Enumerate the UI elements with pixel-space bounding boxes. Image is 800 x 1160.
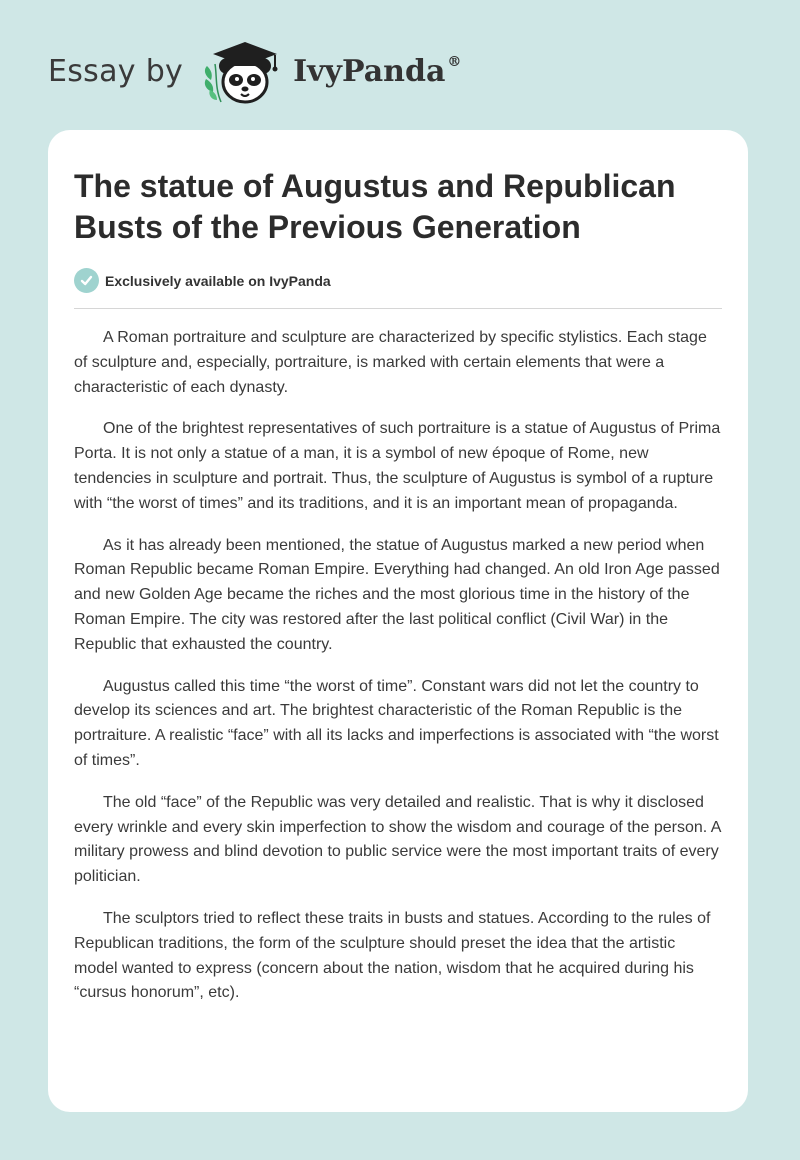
checkmark-icon	[74, 268, 99, 293]
exclusive-badge-label: Exclusively available on IvyPanda	[105, 272, 331, 289]
paragraph: A Roman portraiture and sculpture are characterized by specific stylistics. Each stage of sculpture and, especially, portraiture, is marked with certain elements that were a characteristic of each dynasty.	[74, 329, 707, 396]
paragraph: Augustus called this time “the worst of time”. Constant wars did not let the country to develop its sciences and art. The brightest characteristic of the Roman Republic is the portraiture. A realistic “face” with all its lacks and imperfections is associated with “the worst of times”.	[74, 677, 719, 769]
brand-text[interactable]: IvyPanda	[293, 54, 446, 89]
paragraph: As it has already been mentioned, the statue of Augustus marked a new period when Roman Republic became Roman Empire. Everything had changed. An old Iron Age passed and new Golden Age became the riches and the most glorious time in the history of the Roman Empire. The city was restored after the last political conflict (Civil War) in the Republic that exhausted the country.	[74, 536, 720, 653]
article-title: The statue of Augustus and Republican Busts of the Previous Generation	[74, 168, 676, 245]
article-card	[48, 130, 748, 1112]
exclusive-badge	[74, 268, 722, 309]
leaf-icon	[205, 64, 221, 102]
paragraph: The sculptors tried to reflect these traits in busts and statues. According to the rules of Republican traditions, the form of the sculpture should preset the idea that the artistic model wanted to express (concern about the nation, wisdom that he acquired during his “cursus honorum”, etc).	[74, 909, 711, 1002]
site-header	[48, 36, 461, 108]
article-body	[74, 326, 722, 1006]
registered-mark: ®	[447, 54, 462, 70]
panda-graduate-icon[interactable]	[197, 36, 287, 108]
paragraph: One of the brightest representatives of such portraiture is a statue of Augustus of Prima Porta. It is not only a statue of a man, it is a symbol of new époque of Rome, new tendencies in sculpture and portrait. Thus, the sculpture of Augustus is symbol of a rupture with “the worst of times” and its traditions, and it is an important mean of propaganda.	[74, 420, 721, 512]
paragraph: The old “face” of the Republic was very detailed and realistic. That is why it disclosed every wrinkle and every skin imperfection to show the wisdom and courage of the person. A military prowess and blind devotion to public service were the most important traits of every politician.	[74, 793, 721, 886]
essay-by-label: Essay by	[48, 54, 184, 89]
brand-name[interactable]	[293, 54, 462, 89]
